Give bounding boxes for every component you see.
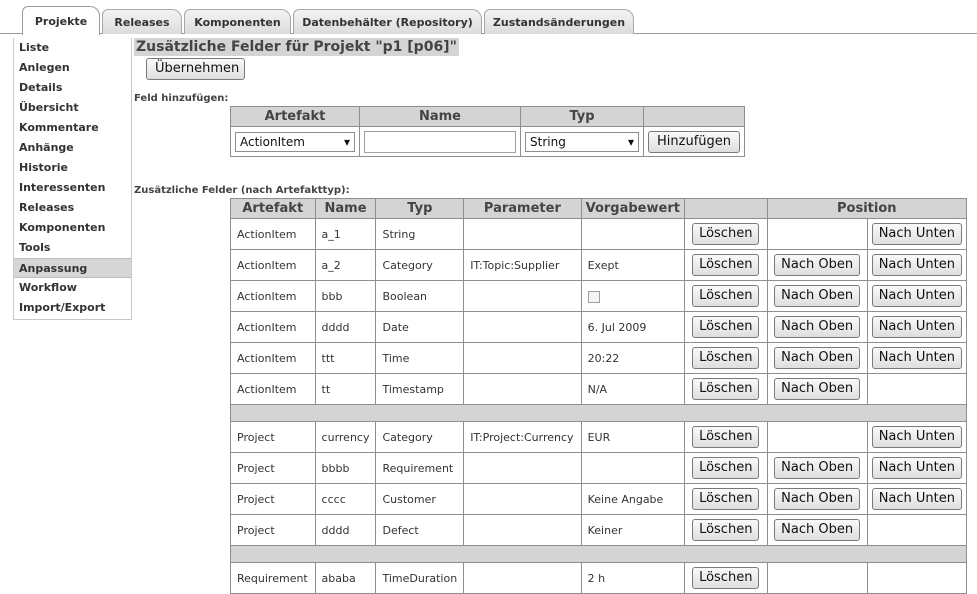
tab-label: Projekte xyxy=(34,14,88,28)
artifact-cell: ActionItem xyxy=(231,219,316,250)
column-header-name: Name xyxy=(360,107,521,127)
delete-cell xyxy=(684,563,767,594)
artifact-cell: Project xyxy=(231,484,316,515)
name-cell: tt xyxy=(315,374,376,405)
move-up-button[interactable]: Nach Oben xyxy=(774,254,860,276)
parameter-cell xyxy=(464,515,581,546)
tab-bar xyxy=(0,0,977,34)
move-down-button[interactable]: Nach Unten xyxy=(872,254,962,276)
name-cell: bbb xyxy=(315,281,376,312)
dropdown-arrow-icon: ▾ xyxy=(343,134,350,149)
artifact-cell: ActionItem xyxy=(231,343,316,374)
type-select[interactable] xyxy=(525,132,639,152)
default-cell: N/A xyxy=(581,374,684,405)
name-cell: currency xyxy=(315,422,376,453)
name-cell: bbbb xyxy=(315,453,376,484)
type-cell: Category xyxy=(376,422,464,453)
delete-cell xyxy=(684,312,767,343)
sidebar-item-tools[interactable]: Tools xyxy=(19,241,51,254)
table-row xyxy=(231,563,967,594)
column-header-artifact: Artefakt xyxy=(231,107,360,127)
tab-label: Datenbehälter (Repository) xyxy=(302,15,473,29)
sidebar-item-workflow[interactable]: Workflow xyxy=(19,281,77,294)
delete-button[interactable]: Löschen xyxy=(692,567,759,589)
move-down-cell xyxy=(867,422,966,453)
tab-label: Zustandsänderungen xyxy=(492,15,626,29)
delete-cell xyxy=(684,343,767,374)
artifact-select-value: ActionItem xyxy=(240,134,305,149)
move-up-cell xyxy=(767,312,867,343)
group-separator xyxy=(231,405,967,422)
delete-button[interactable]: Löschen xyxy=(692,457,759,479)
parameter-cell xyxy=(464,484,581,515)
name-input[interactable] xyxy=(364,131,516,153)
delete-button[interactable]: Löschen xyxy=(692,254,759,276)
parameter-cell xyxy=(464,453,581,484)
page-title: Zusätzliche Felder für Projekt "p1 [p06]" xyxy=(136,39,457,55)
move-down-button[interactable]: Nach Unten xyxy=(872,347,962,369)
artifact-cell: Project xyxy=(231,515,316,546)
delete-cell xyxy=(684,422,767,453)
delete-cell xyxy=(684,484,767,515)
sidebar-item-kommentare[interactable]: Kommentare xyxy=(19,121,99,134)
name-cell: a_1 xyxy=(315,219,376,250)
move-up-button[interactable]: Nach Oben xyxy=(774,457,860,479)
move-down-button[interactable]: Nach Unten xyxy=(872,223,962,245)
tab-label: Releases xyxy=(114,15,170,29)
add-button[interactable]: Hinzufügen xyxy=(648,131,740,153)
artifact-select[interactable] xyxy=(235,132,355,152)
sidebar-item-liste[interactable]: Liste xyxy=(19,41,50,54)
artifact-cell: Project xyxy=(231,422,316,453)
parameter-cell xyxy=(464,219,581,250)
sidebar-item-anlegen[interactable]: Anlegen xyxy=(19,61,70,74)
fields-section-label: Zusätzliche Felder (nach Artefakttyp): xyxy=(134,185,350,196)
default-cell: 2 h xyxy=(581,563,684,594)
delete-button[interactable]: Löschen xyxy=(692,316,759,338)
sidebar-item-interessenten[interactable]: Interessenten xyxy=(19,181,106,194)
artifact-cell: ActionItem xyxy=(231,374,316,405)
add-button-cell xyxy=(644,127,745,157)
artifact-cell: ActionItem xyxy=(231,281,316,312)
type-cell xyxy=(521,127,644,157)
default-cell xyxy=(581,219,684,250)
sidebar-item-historie[interactable]: Historie xyxy=(19,161,68,174)
parameter-cell: IT:Topic:Supplier xyxy=(464,250,581,281)
add-field-label: Feld hinzufügen: xyxy=(134,93,229,104)
table-row xyxy=(231,250,967,281)
table-row xyxy=(231,281,967,312)
move-up-cell xyxy=(767,374,867,405)
default-cell xyxy=(581,281,684,312)
tab-label: Komponenten xyxy=(194,15,281,29)
delete-cell xyxy=(684,374,767,405)
move-up-cell xyxy=(767,484,867,515)
parameter-cell: IT:Project:Currency xyxy=(464,422,581,453)
default-cell: 20:22 xyxy=(581,343,684,374)
delete-cell xyxy=(684,281,767,312)
default-cell: 6. Jul 2009 xyxy=(581,312,684,343)
parameter-cell xyxy=(464,374,581,405)
move-up-cell xyxy=(767,422,867,453)
type-cell: Boolean xyxy=(376,281,464,312)
column-header-parameter: Parameter xyxy=(464,199,581,219)
move-up-cell xyxy=(767,453,867,484)
sidebar-item-anhaenge[interactable]: Anhänge xyxy=(19,141,74,154)
artifact-cell xyxy=(231,127,360,157)
type-cell: TimeDuration xyxy=(376,563,464,594)
name-cell: cccc xyxy=(315,484,376,515)
default-cell: Keiner xyxy=(581,515,684,546)
default-cell: Exept xyxy=(581,250,684,281)
move-up-button[interactable]: Nach Oben xyxy=(774,378,860,400)
table-row xyxy=(231,219,967,250)
type-cell: Defect xyxy=(376,515,464,546)
tab-releases[interactable] xyxy=(102,9,182,34)
fields-table xyxy=(230,198,967,594)
sidebar-item-anpassung[interactable]: Anpassung xyxy=(14,258,131,278)
column-header-empty xyxy=(644,107,745,127)
parameter-cell xyxy=(464,563,581,594)
move-down-button[interactable]: Nach Unten xyxy=(872,285,962,307)
move-up-button[interactable]: Nach Oben xyxy=(774,488,860,510)
table-row xyxy=(231,484,967,515)
move-down-cell xyxy=(867,374,966,405)
group-separator-cell xyxy=(231,405,967,422)
name-cell: a_2 xyxy=(315,250,376,281)
table-row xyxy=(231,422,967,453)
tab-komponenten[interactable] xyxy=(184,9,291,34)
move-up-cell xyxy=(767,563,867,594)
delete-button[interactable]: Löschen xyxy=(692,519,759,541)
move-up-cell xyxy=(767,219,867,250)
move-up-button[interactable]: Nach Oben xyxy=(774,519,860,541)
type-cell: Customer xyxy=(376,484,464,515)
name-cell: ttt xyxy=(315,343,376,374)
move-down-cell xyxy=(867,219,966,250)
delete-button[interactable]: Löschen xyxy=(692,347,759,369)
sidebar-item-releases[interactable]: Releases xyxy=(19,201,75,214)
delete-cell xyxy=(684,219,767,250)
column-header-type: Typ xyxy=(376,199,464,219)
column-header-default: Vorgabewert xyxy=(581,199,684,219)
sidebar-item-komponenten[interactable]: Komponenten xyxy=(19,221,106,234)
move-down-cell xyxy=(867,453,966,484)
artifact-cell: Requirement xyxy=(231,563,316,594)
tab-zustandsaenderungen[interactable] xyxy=(484,9,634,34)
move-down-cell xyxy=(867,250,966,281)
column-header-actions xyxy=(684,199,767,219)
move-down-cell xyxy=(867,484,966,515)
move-up-cell xyxy=(767,250,867,281)
move-down-cell xyxy=(867,515,966,546)
delete-button[interactable]: Löschen xyxy=(692,426,759,448)
apply-button[interactable]: Übernehmen xyxy=(146,58,245,80)
tab-projekte[interactable] xyxy=(22,6,100,35)
delete-cell xyxy=(684,453,767,484)
column-header-type: Typ xyxy=(521,107,644,127)
table-row xyxy=(231,453,967,484)
default-cell: Keine Angabe xyxy=(581,484,684,515)
table-row xyxy=(231,374,967,405)
table-row xyxy=(231,343,967,374)
move-down-cell xyxy=(867,312,966,343)
type-cell: String xyxy=(376,219,464,250)
add-field-table xyxy=(230,106,745,157)
move-down-button[interactable]: Nach Unten xyxy=(872,488,962,510)
default-cell xyxy=(581,453,684,484)
group-separator xyxy=(231,546,967,563)
sidebar xyxy=(13,38,132,320)
type-select-value: String xyxy=(530,134,566,149)
parameter-cell xyxy=(464,312,581,343)
tab-repository[interactable] xyxy=(293,9,482,34)
move-up-cell xyxy=(767,343,867,374)
delete-button[interactable]: Löschen xyxy=(692,488,759,510)
type-cell: Date xyxy=(376,312,464,343)
delete-cell xyxy=(684,515,767,546)
sidebar-item-details[interactable]: Details xyxy=(19,81,63,94)
move-up-cell xyxy=(767,281,867,312)
group-separator-cell xyxy=(231,546,967,563)
move-down-cell xyxy=(867,343,966,374)
move-up-button[interactable]: Nach Oben xyxy=(774,285,860,307)
dropdown-arrow-icon: ▾ xyxy=(627,134,634,149)
delete-button[interactable]: Löschen xyxy=(692,285,759,307)
type-cell: Requirement xyxy=(376,453,464,484)
sidebar-item-uebersicht[interactable]: Übersicht xyxy=(19,101,79,114)
sidebar-item-import-export[interactable]: Import/Export xyxy=(19,301,106,314)
name-cell: ababa xyxy=(315,563,376,594)
column-header-position: Position xyxy=(767,199,966,219)
table-row xyxy=(231,515,967,546)
parameter-cell xyxy=(464,343,581,374)
delete-button[interactable]: Löschen xyxy=(692,223,759,245)
move-down-button[interactable]: Nach Unten xyxy=(872,316,962,338)
parameter-cell xyxy=(464,281,581,312)
fields-body xyxy=(231,219,967,594)
type-cell: Category xyxy=(376,250,464,281)
name-cell: dddd xyxy=(315,312,376,343)
column-header-artifact: Artefakt xyxy=(231,199,316,219)
name-cell: dddd xyxy=(315,515,376,546)
type-cell: Time xyxy=(376,343,464,374)
move-down-cell xyxy=(867,563,966,594)
artifact-cell: Project xyxy=(231,453,316,484)
delete-button[interactable]: Löschen xyxy=(692,378,759,400)
type-cell: Timestamp xyxy=(376,374,464,405)
artifact-cell: ActionItem xyxy=(231,312,316,343)
column-header-name: Name xyxy=(315,199,376,219)
move-up-cell xyxy=(767,515,867,546)
default-checkbox[interactable] xyxy=(588,291,600,303)
table-row xyxy=(231,312,967,343)
name-cell xyxy=(360,127,521,157)
delete-cell xyxy=(684,250,767,281)
move-up-button[interactable]: Nach Oben xyxy=(774,347,860,369)
default-cell: EUR xyxy=(581,422,684,453)
move-down-button[interactable]: Nach Unten xyxy=(872,426,962,448)
move-down-cell xyxy=(867,281,966,312)
artifact-cell: ActionItem xyxy=(231,250,316,281)
move-up-button[interactable]: Nach Oben xyxy=(774,316,860,338)
move-down-button[interactable]: Nach Unten xyxy=(872,457,962,479)
